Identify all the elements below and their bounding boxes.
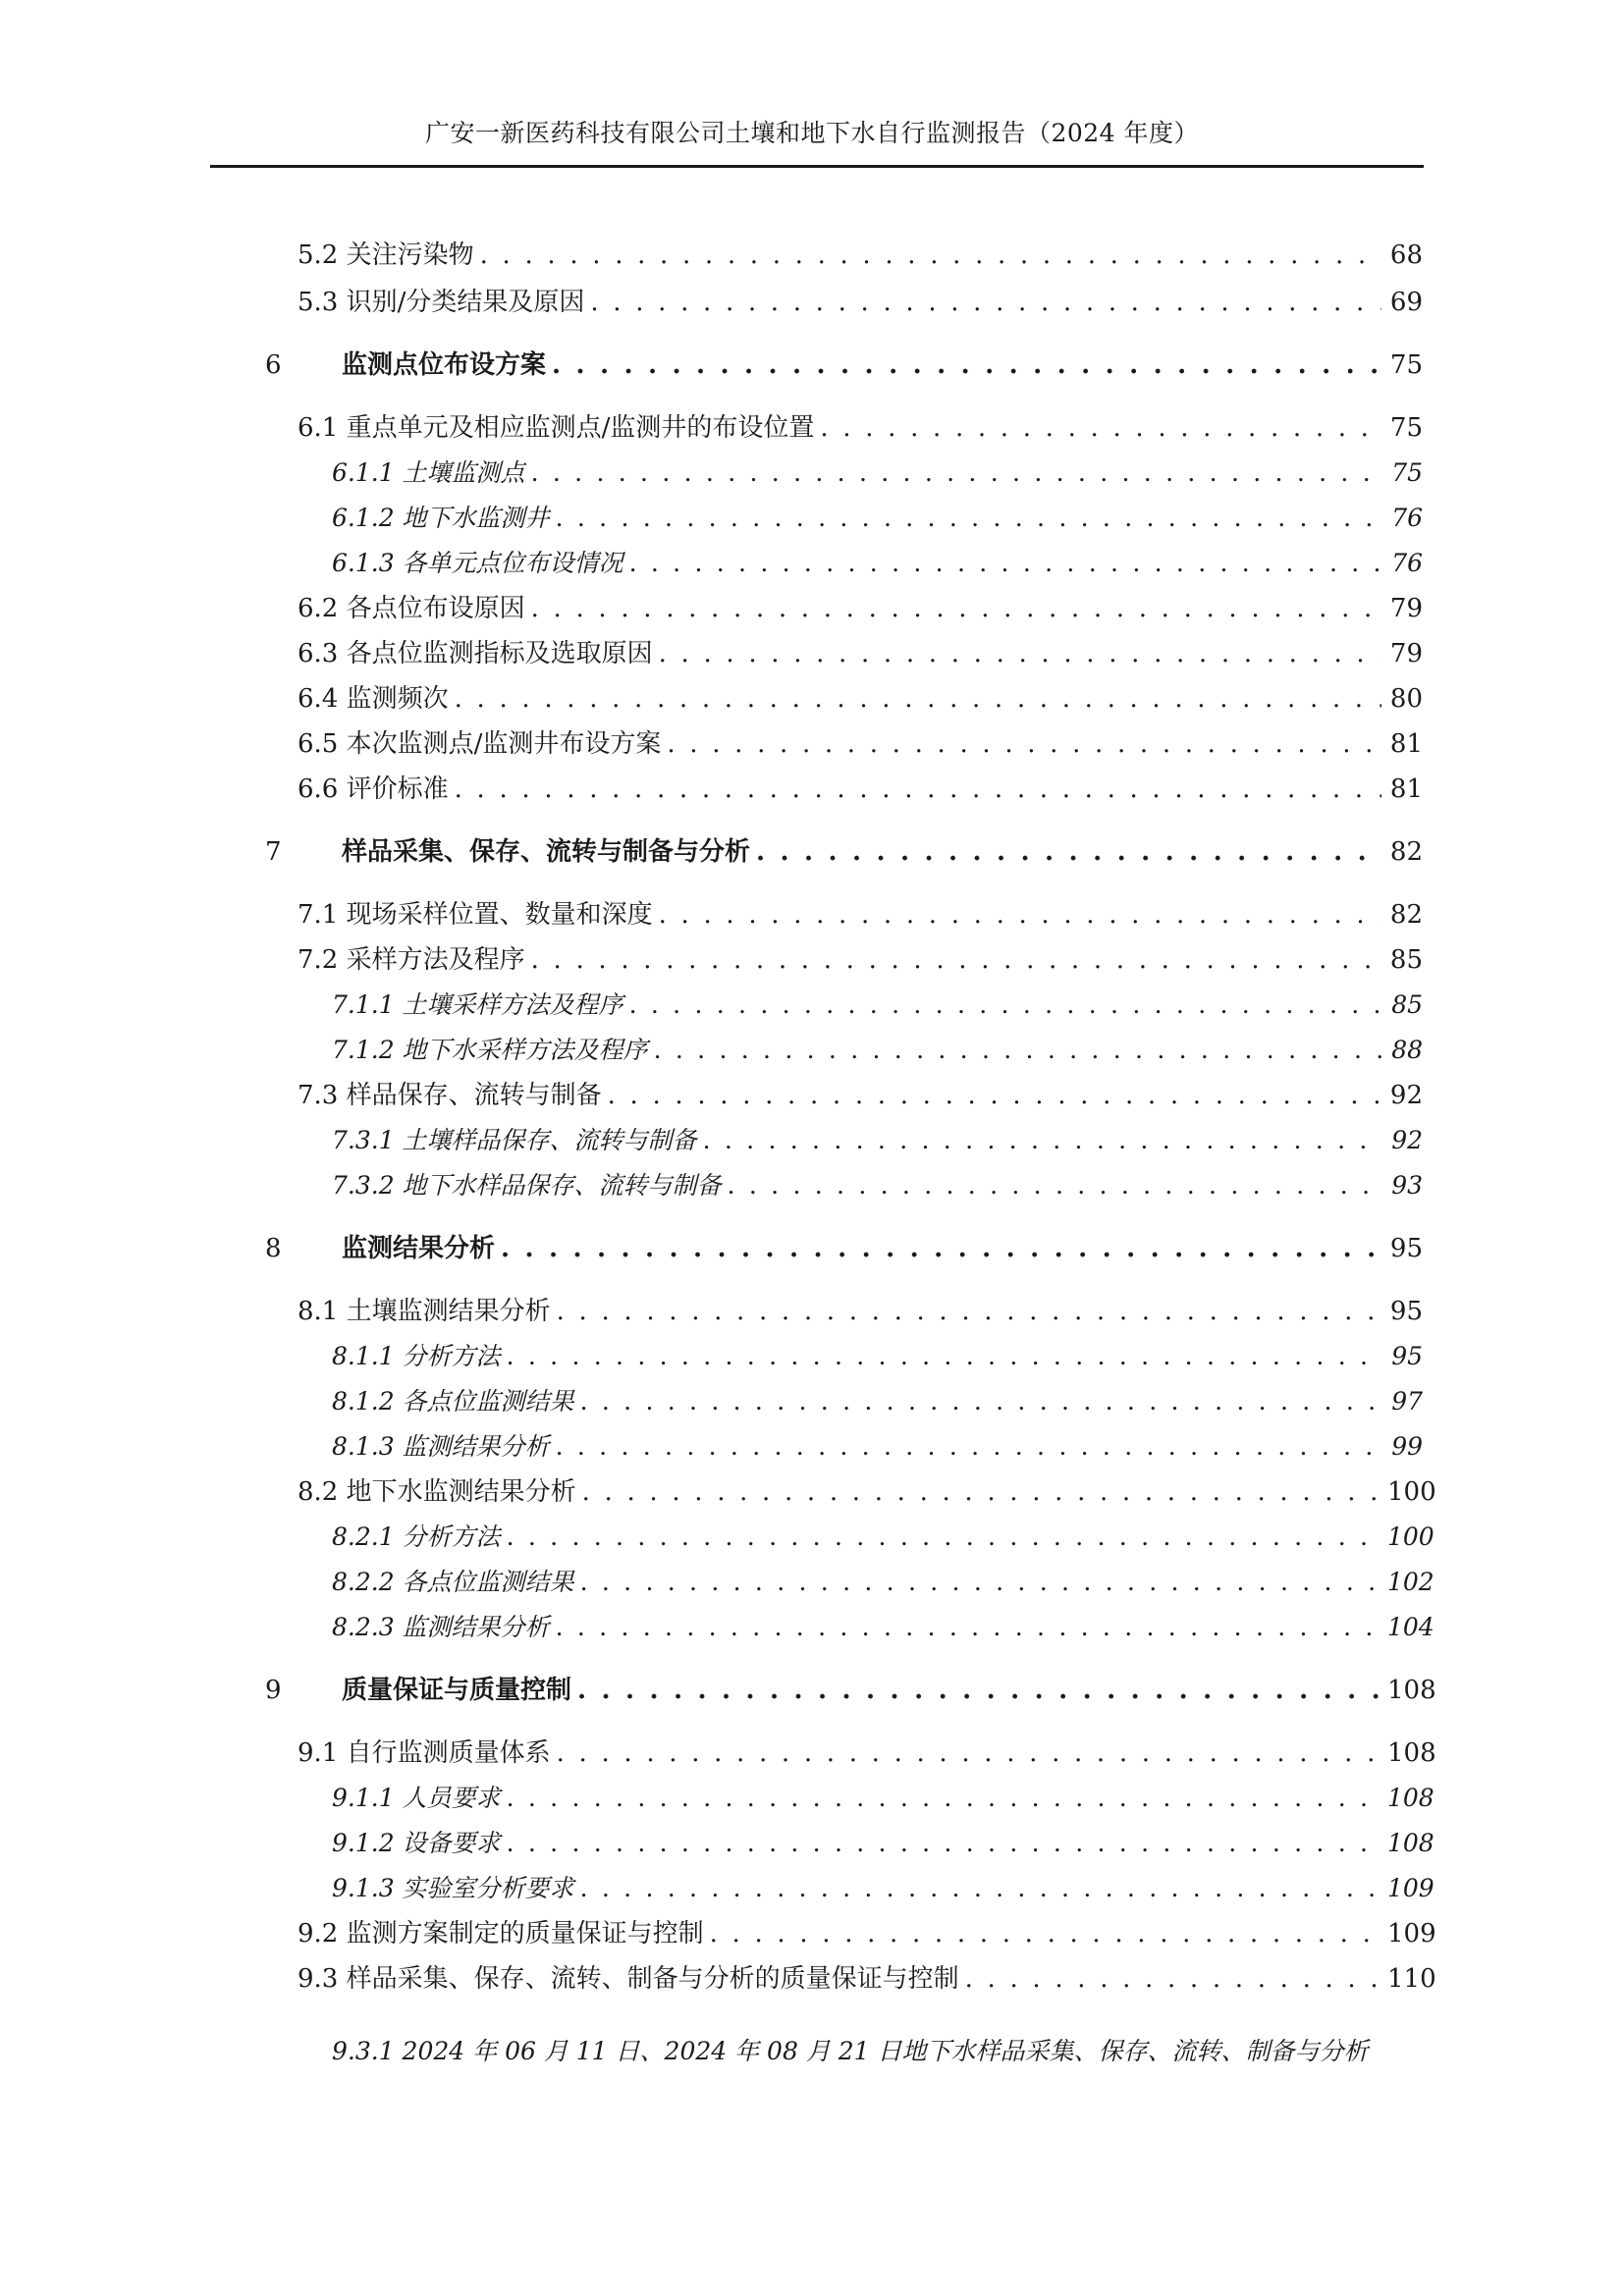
toc-entry[interactable] [298, 724, 1423, 764]
page-number: 79 [1389, 639, 1423, 668]
toc-entry-label: 8.1.2 各点位监测结果 [332, 1387, 574, 1415]
toc-entry[interactable] [332, 1031, 1423, 1070]
chapter-title: 质量保证与质量控制 [342, 1676, 572, 1705]
page-number: 95 [1391, 1342, 1423, 1370]
toc-entry[interactable] [332, 1337, 1423, 1376]
page-header: 广安一新医药科技有限公司土壤和地下水自行监测报告（2024 年度） [424, 119, 1200, 147]
toc-entry-label: 8.2 地下水监测结果分析 [298, 1477, 576, 1507]
toc-entry[interactable] [298, 940, 1423, 980]
page-number: 99 [1391, 1432, 1423, 1461]
toc-entry[interactable] [298, 236, 1423, 275]
toc-entry-label: 8.2.3 监测结果分析 [332, 1613, 550, 1641]
toc-entry-label [265, 1671, 571, 1710]
chapter-number: 7 [265, 837, 282, 867]
toc-entry-label: 9.2 监测方案制定的质量保证与控制 [298, 1919, 704, 1949]
toc-entry-label: 6.2 各点位布设原因 [298, 594, 525, 623]
toc-entry-label: 8.2.2 各点位监测结果 [332, 1568, 574, 1596]
page-number: 102 [1387, 1568, 1435, 1596]
dot-leader [728, 1166, 1381, 1205]
toc-entry-label: 5.3 识别/分类结果及原因 [298, 288, 585, 317]
toc-entry-label: 7.3 样品保存、流转与制备 [298, 1081, 602, 1110]
dot-leader [629, 986, 1381, 1025]
dot-leader [659, 895, 1381, 934]
toc-entry[interactable] [332, 1382, 1423, 1421]
page-number: 75 [1389, 350, 1423, 380]
toc-entry[interactable] [265, 346, 1423, 385]
page-number: 69 [1389, 288, 1423, 317]
dot-leader [480, 236, 1381, 275]
dot-leader [507, 1824, 1381, 1863]
dot-leader [455, 770, 1381, 809]
toc-entry[interactable] [332, 1166, 1423, 1205]
dot-leader [577, 1671, 1381, 1710]
toc-entry[interactable] [265, 1671, 1436, 1710]
toc-entry[interactable] [265, 1229, 1423, 1268]
chapter-title: 样品采集、保存、流转与制备与分析 [342, 837, 751, 867]
dot-leader [556, 499, 1381, 538]
toc-entry-continued[interactable]: 9.3.1 2024 年 06 月 11 日、2024 年 08 月 21 日地下水样品采集、保存、流转、制备与分析 [332, 2037, 1369, 2065]
dot-leader [507, 1518, 1381, 1557]
dot-leader [507, 1779, 1381, 1818]
toc-entry-label: 7.1 现场采样位置、数量和深度 [298, 900, 653, 930]
toc-entry[interactable] [332, 986, 1423, 1025]
toc-entry-label: 9.3 样品采集、保存、流转、制备与分析的质量保证与控制 [298, 1964, 959, 1994]
toc-entry[interactable] [298, 1472, 1436, 1512]
page-number: 108 [1387, 1784, 1435, 1812]
chapter-number: 9 [265, 1676, 282, 1705]
chapter-title: 监测点位布设方案 [342, 350, 547, 380]
page-number: 76 [1391, 549, 1423, 577]
toc-entry-label: 6.1.3 各单元点位布设情况 [332, 549, 623, 577]
toc-entry-label [265, 346, 546, 385]
page-number: 108 [1387, 1676, 1436, 1705]
toc-entry[interactable] [332, 1121, 1423, 1160]
dot-leader [531, 940, 1381, 980]
dot-leader [654, 1031, 1381, 1070]
page-number: 108 [1387, 1829, 1435, 1857]
toc-entry[interactable] [298, 1959, 1436, 1999]
toc-entry-label: 8.2.1 分析方法 [332, 1522, 501, 1551]
toc-entry[interactable] [332, 454, 1423, 493]
dot-leader [556, 1427, 1381, 1467]
toc-entry[interactable] [332, 1518, 1435, 1557]
page-number: 93 [1391, 1171, 1423, 1200]
dot-leader [629, 544, 1381, 583]
page-number: 100 [1387, 1522, 1435, 1551]
page-number: 76 [1391, 504, 1423, 532]
toc-entry-label: 6.3 各点位监测指标及选取原因 [298, 639, 653, 668]
toc-entry[interactable] [332, 1824, 1435, 1863]
dot-leader [580, 1382, 1381, 1421]
page-number: 104 [1387, 1613, 1435, 1641]
toc-entry-label [265, 832, 750, 872]
toc-entry[interactable] [332, 499, 1423, 538]
toc-entry-label: 8.1.1 分析方法 [332, 1342, 501, 1370]
toc-entry[interactable] [298, 634, 1423, 673]
dot-leader [580, 1563, 1381, 1602]
toc-entry-label: 6.4 监测频次 [298, 684, 449, 714]
dot-leader [580, 1869, 1381, 1908]
page-number: 100 [1387, 1477, 1436, 1507]
page-number: 97 [1391, 1387, 1423, 1415]
dot-leader [756, 832, 1381, 872]
dot-leader [557, 1292, 1381, 1331]
toc-entry[interactable] [298, 589, 1423, 628]
toc-entry-label: 9.1 自行监测质量体系 [298, 1738, 551, 1768]
chapter-number: 8 [265, 1234, 282, 1263]
page-number: 95 [1389, 1234, 1423, 1263]
toc-entry[interactable] [298, 1734, 1436, 1773]
page-number: 109 [1387, 1919, 1436, 1949]
toc-entry[interactable] [298, 408, 1423, 448]
toc-entry-label: 9.1.2 设备要求 [332, 1829, 501, 1857]
page-number: 85 [1389, 945, 1423, 975]
toc-entry-label: 7.3.1 土壤样品保存、流转与制备 [332, 1126, 697, 1154]
dot-leader [501, 1229, 1381, 1268]
page-number: 81 [1389, 774, 1423, 804]
dot-leader [455, 679, 1381, 719]
page-number: 92 [1389, 1081, 1423, 1110]
toc-entry-label: 6.1 重点单元及相应监测点/监测井的布设位置 [298, 413, 815, 443]
toc-entry[interactable] [332, 1608, 1435, 1647]
toc-entry-label [265, 1229, 495, 1268]
dot-leader [608, 1076, 1381, 1115]
page-number: 79 [1389, 594, 1423, 623]
toc-entry-label: 6.1.1 土壤监测点 [332, 458, 525, 487]
page-number: 92 [1391, 1126, 1423, 1154]
dot-leader [552, 346, 1381, 385]
toc-entry[interactable] [332, 1869, 1435, 1908]
page-number: 81 [1389, 729, 1423, 759]
toc-entry-label: 6.1.2 地下水监测井 [332, 504, 550, 532]
toc-entry-label: 5.2 关注污染物 [298, 240, 474, 270]
dot-leader [590, 283, 1381, 322]
page-number: 75 [1389, 413, 1423, 443]
page-number: 109 [1387, 1874, 1435, 1902]
page-number: 68 [1389, 240, 1423, 270]
toc-entry[interactable] [332, 544, 1423, 583]
page-number: 110 [1387, 1964, 1436, 1994]
page-number: 88 [1391, 1036, 1423, 1064]
toc-entry[interactable] [332, 1779, 1435, 1818]
dot-leader [556, 1608, 1381, 1647]
toc-entry-label: 7.3.2 地下水样品保存、流转与制备 [332, 1171, 722, 1200]
dot-leader [659, 634, 1381, 673]
chapter-number: 6 [265, 350, 282, 380]
toc-entry[interactable] [265, 832, 1423, 872]
toc-entry-label: 9.1.3 实验室分析要求 [332, 1874, 574, 1902]
dot-leader [667, 724, 1381, 764]
toc-entry[interactable] [298, 1292, 1423, 1331]
toc-entry-label: 9.1.1 人员要求 [332, 1784, 501, 1812]
toc-entry[interactable] [298, 1076, 1423, 1115]
dot-leader [710, 1914, 1381, 1953]
page-number: 80 [1389, 684, 1423, 714]
toc-entry-label: 7.1.1 土壤采样方法及程序 [332, 990, 623, 1019]
toc-entry-label: 8.1 土壤监测结果分析 [298, 1297, 551, 1326]
dot-leader [965, 1959, 1381, 1999]
toc-entry[interactable] [298, 895, 1423, 934]
toc-entry-label: 6.6 评价标准 [298, 774, 449, 804]
toc-entry[interactable] [332, 1563, 1435, 1602]
header-divider [210, 165, 1424, 168]
toc-entry-label: 6.5 本次监测点/监测井布设方案 [298, 729, 662, 759]
dot-leader [531, 589, 1381, 628]
toc-entry[interactable] [298, 770, 1423, 809]
toc-entry[interactable] [298, 283, 1423, 322]
page-number: 95 [1389, 1297, 1423, 1326]
dot-leader [582, 1472, 1381, 1512]
page-number: 85 [1391, 990, 1423, 1019]
toc-entry[interactable] [298, 679, 1423, 719]
page-number: 75 [1391, 458, 1423, 487]
dot-leader [703, 1121, 1381, 1160]
dot-leader [507, 1337, 1381, 1376]
toc-entry-label: 7.2 采样方法及程序 [298, 945, 525, 975]
page-number: 108 [1387, 1738, 1436, 1768]
chapter-title: 监测结果分析 [342, 1234, 496, 1263]
toc-entry[interactable] [298, 1914, 1436, 1953]
dot-leader [820, 408, 1381, 448]
dot-leader [557, 1734, 1381, 1773]
toc-entry-label: 7.1.2 地下水采样方法及程序 [332, 1036, 648, 1064]
page-number: 82 [1389, 900, 1423, 930]
page-number: 82 [1389, 837, 1423, 867]
dot-leader [531, 454, 1381, 493]
toc-entry-label: 8.1.3 监测结果分析 [332, 1432, 550, 1461]
toc-entry[interactable] [332, 1427, 1423, 1467]
